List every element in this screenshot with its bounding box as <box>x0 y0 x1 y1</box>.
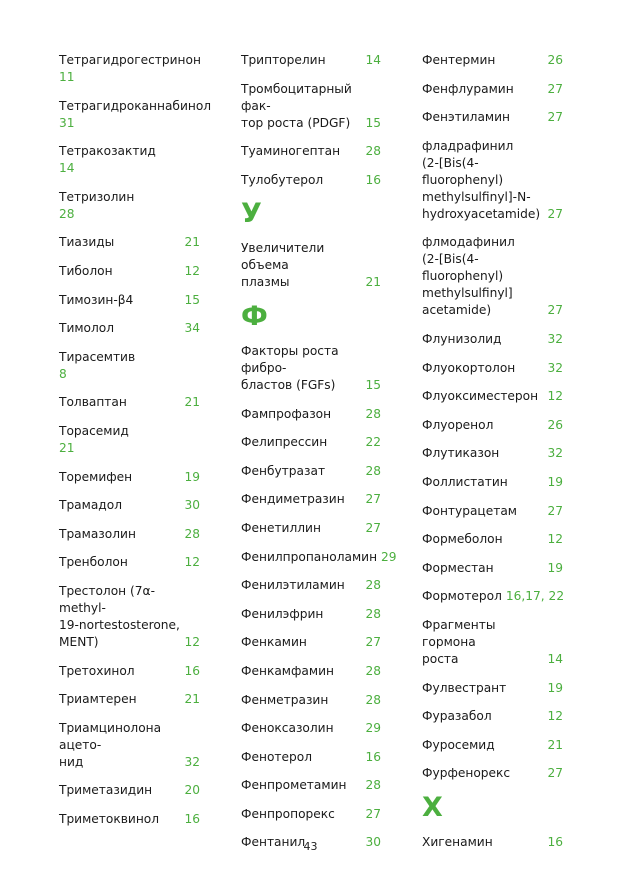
section-letter: Х <box>422 791 443 823</box>
index-entry <box>422 234 563 319</box>
index-entry <box>422 52 563 69</box>
index-page-ref: 16 <box>365 172 381 187</box>
index-term: Толваптан <box>59 395 127 410</box>
index-entry <box>241 463 381 480</box>
index-term: Триметазидин <box>59 783 153 798</box>
index-term: Фонтурацетам <box>422 503 517 518</box>
index-entry <box>59 782 200 799</box>
index-entry <box>241 806 381 823</box>
index-page-ref: 15 <box>365 377 381 392</box>
index-page-ref: 27 <box>547 766 563 781</box>
index-entry <box>241 81 381 132</box>
index-term: Триметоквинол <box>59 811 160 826</box>
index-entry <box>59 98 212 132</box>
section-letter: Ф <box>241 300 268 332</box>
index-entry <box>241 143 381 160</box>
index-page-ref: 28 <box>365 778 381 793</box>
index-page-ref: 16 <box>184 663 200 678</box>
index-entry <box>59 423 200 457</box>
index-entry <box>422 331 563 348</box>
index-entry <box>241 749 381 766</box>
index-page-ref: 12 <box>547 709 563 724</box>
index-entry <box>422 388 563 405</box>
index-term: Фрагменты гормона роста <box>422 617 496 666</box>
index-page-ref: 28 <box>59 206 75 221</box>
index-term: Трипторелин <box>241 53 326 67</box>
index-page-ref: 16 <box>184 811 200 826</box>
index-page-ref: 30 <box>365 835 381 850</box>
index-page-ref: 32 <box>547 331 563 346</box>
index-entry <box>241 577 381 594</box>
index-entry <box>59 663 200 680</box>
index-page-ref: 27 <box>365 492 381 507</box>
index-page-ref: 14 <box>59 161 75 176</box>
index-page-ref: 12 <box>184 634 200 649</box>
index-entry <box>422 474 563 491</box>
index-page-ref: 28 <box>365 578 381 593</box>
index-page-ref: 32 <box>547 360 563 375</box>
index-entry <box>241 663 381 680</box>
index-term: Флутиказон <box>422 446 500 461</box>
index-page-ref: 19 <box>547 474 563 489</box>
page-number: 43 <box>303 840 318 853</box>
index-entry <box>59 554 200 571</box>
index-term: Фелипрессин <box>241 435 328 450</box>
index-term: Фенметразин <box>241 692 329 707</box>
index-page-ref: 32 <box>184 754 200 769</box>
index-entry <box>422 417 563 434</box>
index-term: Увеличители объема плазмы <box>241 241 325 290</box>
index-page-ref: 27 <box>365 520 381 535</box>
index-term: Тетризолин <box>59 189 135 204</box>
index-term: Формотерол <box>422 589 502 604</box>
index-page-ref: 12 <box>184 263 200 278</box>
index-entry <box>59 52 200 86</box>
index-entry <box>241 240 381 291</box>
index-entry <box>241 777 381 794</box>
index-term: Фентанил <box>241 835 306 850</box>
index-page-ref: 12 <box>547 532 563 547</box>
index-entry <box>422 109 563 126</box>
index-page-ref: 27 <box>365 806 381 821</box>
index-term: фладрафинил (2-[Bis(4-fluorophenyl) methylsulfinyl]-N- hydroxyacetamide) <box>422 138 541 221</box>
index-page-ref: 14 <box>365 53 381 67</box>
index-term: Трестолон (7α-methyl- 19-nortestosterone, MENT) <box>59 583 180 649</box>
index-term: Тетрагидроканнабинол <box>59 98 212 113</box>
index-page-ref: 22 <box>365 435 381 450</box>
index-page-ref: 27 <box>547 303 563 318</box>
index-term: Фурфенорекс <box>422 766 511 781</box>
index-term: Фенкамин <box>241 635 307 650</box>
index-entry <box>241 720 381 737</box>
index-page-ref: 29 <box>381 549 397 564</box>
index-column-1 <box>59 52 212 839</box>
index-term: Тимозин-β4 <box>59 292 134 307</box>
index-term: Фенфлурамин <box>422 81 514 96</box>
index-page-ref: 21 <box>547 737 563 752</box>
index-entry <box>59 691 200 708</box>
index-page-ref: 28 <box>365 463 381 478</box>
index-page-ref: 16 <box>547 834 563 849</box>
index-column-3 <box>422 52 563 862</box>
index-term: Тренболон <box>59 555 128 570</box>
index-entry <box>241 491 381 508</box>
index-entry <box>241 52 381 69</box>
index-page-ref: 28 <box>184 526 200 541</box>
index-term: Феноксазолин <box>241 721 334 736</box>
index-entry <box>422 708 563 725</box>
index-term: Туаминогептан <box>241 144 341 159</box>
index-page-ref: 32 <box>547 446 563 461</box>
index-page-ref: 26 <box>547 417 563 432</box>
index-entry <box>241 520 381 537</box>
index-term: Флуоксиместерон <box>422 389 539 404</box>
index-entry <box>422 560 563 577</box>
index-term: Тромбоцитарный фак- тор роста (PDGF) <box>241 81 352 130</box>
index-term: флмодафинил (2-[Bis(4-fluorophenyl) methylsulfinyl] acetamide) <box>422 235 515 318</box>
index-entry <box>422 737 563 754</box>
index-entry <box>59 292 200 309</box>
index-entry <box>241 634 381 651</box>
index-page-ref: 15 <box>184 292 200 307</box>
index-term: Фенкамфамин <box>241 663 334 678</box>
index-term: Фенетиллин <box>241 520 321 535</box>
index-term: Тирасемтив <box>59 349 136 364</box>
index-entry <box>59 720 200 771</box>
index-term: Флуоренол <box>422 417 494 432</box>
index-page-ref: 19 <box>547 560 563 575</box>
index-entry <box>59 349 200 383</box>
index-term: Фенпропорекс <box>241 806 335 821</box>
index-entry <box>422 588 563 605</box>
index-page-ref: 28 <box>365 606 381 621</box>
index-page-ref: 15 <box>365 115 381 130</box>
index-page-ref: 19 <box>547 680 563 695</box>
index-page-ref: 8 <box>59 366 67 381</box>
index-term: Факторы роста фибро- бластов (FGFs) <box>241 343 339 392</box>
index-entry <box>422 765 563 782</box>
index-entry <box>59 583 200 651</box>
index-term: Триамцинолона ацето- нид <box>59 720 162 769</box>
index-page-ref: 16,17, 22 <box>505 589 565 604</box>
index-entry <box>59 263 200 280</box>
index-entry <box>241 343 381 394</box>
index-page-ref: 21 <box>184 395 200 410</box>
index-page-ref: 28 <box>365 144 381 159</box>
index-page-ref: 21 <box>184 692 200 707</box>
index-page-ref: 31 <box>59 115 75 130</box>
index-entry <box>422 138 563 223</box>
index-page-ref: 21 <box>365 275 381 290</box>
index-entry <box>422 81 563 98</box>
index-page-ref: 27 <box>365 635 381 650</box>
index-entry <box>422 503 563 520</box>
index-term: Формеболон <box>422 532 503 547</box>
index-entry <box>59 189 200 223</box>
index-term: Фенилэфрин <box>241 606 324 621</box>
index-term: Фенотерол <box>241 749 312 764</box>
index-term: Трамадол <box>59 498 122 513</box>
index-term: Тиазиды <box>59 235 115 250</box>
index-page-ref: 20 <box>184 783 200 798</box>
index-entry <box>59 469 200 486</box>
index-term: Тиболон <box>59 263 113 278</box>
index-page-ref: 30 <box>184 498 200 513</box>
index-entry <box>422 360 563 377</box>
index-entry <box>59 497 200 514</box>
index-term: Тимолол <box>59 321 115 336</box>
index-page-ref: 27 <box>547 110 563 125</box>
index-entry <box>59 526 200 543</box>
section-letter: У <box>241 198 262 230</box>
index-term: Триамтерен <box>59 692 137 707</box>
index-entry <box>241 434 381 451</box>
index-term: Тетрагидрогестринон <box>59 53 201 67</box>
index-term: Фенпрометамин <box>241 778 347 793</box>
index-entry <box>422 617 563 668</box>
index-page-ref: 26 <box>547 53 563 67</box>
index-term: Торемифен <box>59 469 133 484</box>
index-term: Хигенамин <box>422 834 493 849</box>
index-page-ref: 21 <box>184 235 200 250</box>
index-column-2 <box>241 52 397 863</box>
index-entry <box>422 445 563 462</box>
index-term: Торасемид <box>59 423 129 438</box>
index-page-ref: 21 <box>59 440 75 455</box>
index-page-ref: 19 <box>184 469 200 484</box>
index-page-ref: 11 <box>59 70 75 84</box>
index-entry <box>241 549 397 566</box>
index-entry <box>241 406 381 423</box>
index-entry <box>59 320 200 337</box>
index-term: Фенилпропаноламин <box>241 549 378 564</box>
index-page-ref: 12 <box>547 389 563 404</box>
index-entry <box>422 680 563 697</box>
index-term: Фоллистатин <box>422 474 508 489</box>
index-term: Тулобутерол <box>241 172 324 187</box>
index-term: Фуросемид <box>422 737 495 752</box>
index-term: Фендиметразин <box>241 492 345 507</box>
index-entry <box>59 394 200 411</box>
index-term: Фенэтиламин <box>422 110 511 125</box>
index-term: Флуокортолон <box>422 360 516 375</box>
index-entry <box>241 172 381 189</box>
index-page-ref: 29 <box>365 721 381 736</box>
index-page-ref: 28 <box>365 663 381 678</box>
index-entry <box>241 606 381 623</box>
index-term: Третохинол <box>59 663 135 678</box>
index-page-ref: 27 <box>547 503 563 518</box>
index-page-ref: 27 <box>547 81 563 96</box>
index-term: Форместан <box>422 560 494 575</box>
index-term: Фулвестрант <box>422 680 507 695</box>
index-entry <box>59 234 200 251</box>
index-term: Фуразабол <box>422 709 492 724</box>
index-page-ref: 28 <box>365 692 381 707</box>
index-term: Фентермин <box>422 53 496 67</box>
index-page-ref: 16 <box>365 749 381 764</box>
index-entry <box>241 692 381 709</box>
index-page-ref: 12 <box>184 555 200 570</box>
index-entry <box>59 143 200 177</box>
index-entry <box>59 811 200 828</box>
index-page-ref: 14 <box>547 651 563 666</box>
index-page-ref: 34 <box>184 321 200 336</box>
index-term: Флунизолид <box>422 331 502 346</box>
index-entry <box>422 531 563 548</box>
index-term: Фенбутразат <box>241 463 326 478</box>
index-term: Фенилэтиламин <box>241 578 345 593</box>
index-term: Тетракозактид <box>59 144 156 159</box>
index-term: Трамазолин <box>59 526 136 541</box>
index-term: Фампрофазон <box>241 406 332 421</box>
index-page-ref: 27 <box>547 206 563 221</box>
index-page-ref: 28 <box>365 406 381 421</box>
